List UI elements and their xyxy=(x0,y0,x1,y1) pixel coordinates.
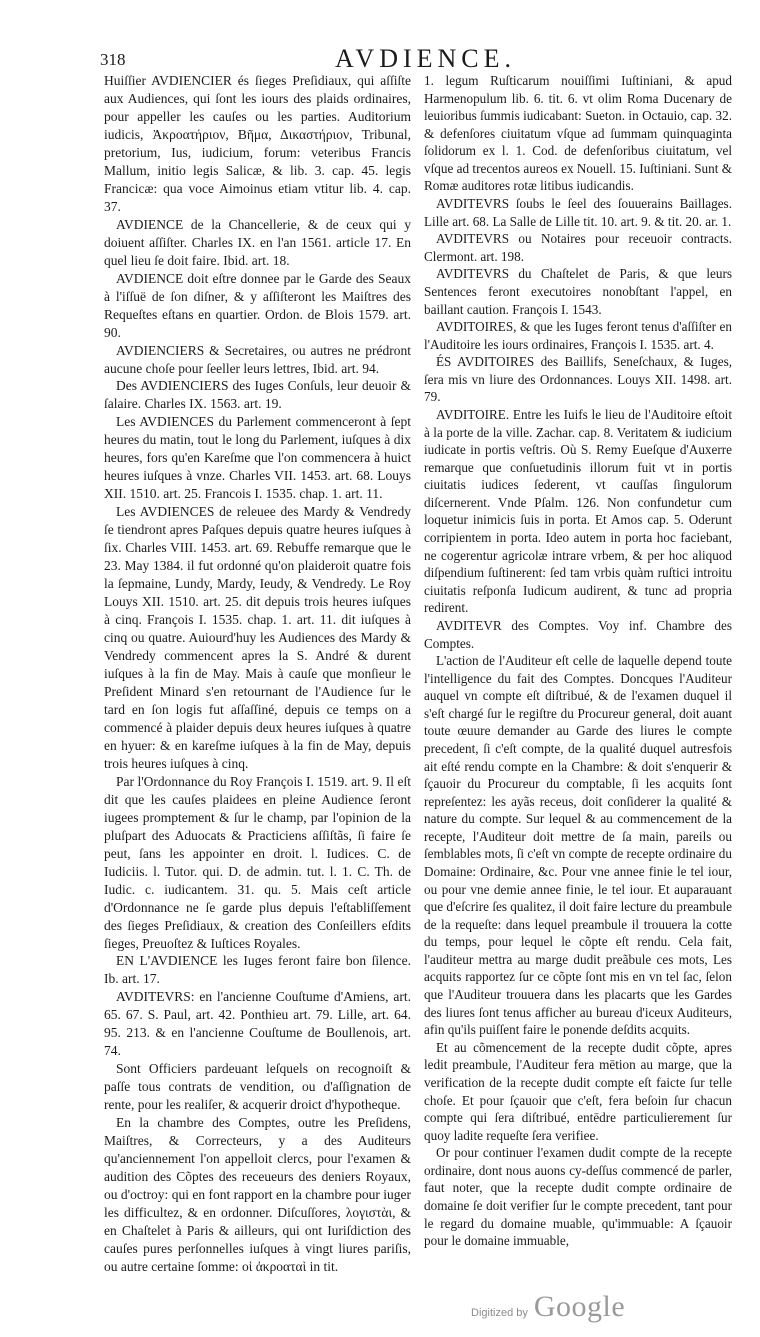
paragraph: Et au cõmencement de la recepte dudit cõpte, apres ledit preambule, l'Auditeur fera mētion au marge, que la verification de la recepte dudit compte eſt faicte ſur telle choſe. Et pour ſçauoir que c'eſt, fera beſoin ſur chacun compte qui ſera diſtribué, entēdre particulierement ſur quoy ladite requeſte ſera verifiee. xyxy=(424,1039,732,1143)
right-column xyxy=(424,72,732,1250)
paragraph: AVDITOIRES, & que les Iuges feront tenus d'aſſiſter en l'Auditoire les iours ordinaires, François I. 1535. art. 4. xyxy=(424,319,732,352)
paragraph: AVDITEVRS du Chaſtelet de Paris, & que leurs Sentences feront executoires nonobſtant l'appel, en baillant caution. François I. 1543. xyxy=(424,266,732,317)
running-title: AVDIENCE. xyxy=(335,44,517,73)
paragraph: AVDITEVRS ſoubs le ſeel des ſouuerains Baillages. Lille art. 68. La Salle de Lille tit. 10. art. 9. & tit. 20. ar. 1. xyxy=(424,196,732,229)
digitized-by-watermark xyxy=(471,1290,625,1324)
paragraph: AVDIENCIERS & Secretaires, ou autres ne prédront aucune choſe pour ſeeller leurs lettres, Ibid. art. 94. xyxy=(104,342,411,376)
left-column xyxy=(104,72,411,1276)
google-logo: Google xyxy=(533,1290,626,1323)
paragraph: L'action de l'Auditeur eſt celle de laquelle depend toute l'intelligence du fait des Comptes. Doncques l'Auditeur auquel vn compte eſt diſtribué, & de l'examen duquel il s'eſt chargé ſur le regiſtre du Procureur general, doit auant toute œuure demander au Garde des liures le compte precedent, ſi c'eſt compte, de la qualité duquel autresfois ait eſté rendu compte en la Chambre: & doit s'enquerir & ſçauoir du Procureur du comptable, ſi les acquits ſont repreſentez: les ayãs receus, doit conſiderer la qualité & nature du compte. Sur lequel & au commencement de la recepte, l'Auditeur doit mettre de ſa main, pareils ou ſemblables mots, ſi c'eſt vn compte de recepte ordinaire du Domaine: Ordinaire, &c. Pour vne annee finie le tel iour, ou pour vne demie annee finie, le tel iour. Et auparauant que d'eſcrire ſes qualitez, il doit faire lecture du preambule de la requeſte: dans lequel preambule il trouuera la cotte du temps, pour lequel le cõpte eſt rendu. Cela fait, l'auditeur mettra au marge dudit preãbule ces mots, Les acquits rapportez ſur ce cõpte ſont mis en vn tel ſac, ſelon que l'Auditeur trouuera dans les placarts que les Gardes des liures ſont tenus afficher au bureau d'iceux Auditeurs, afin qu'ils puiſſent faire le ponende deſdits acquits. xyxy=(424,653,732,1038)
paragraph: Des AVDIENCIERS des Iuges Conſuls, leur deuoir & ſalaire. Charles IX. 1563. art. 19. xyxy=(104,378,411,412)
paragraph: Huiſſier AVDIENCIER és ſieges Preſidiaux, qui aſſiſte aux Audiences, qui ſont les iours des plaids ordinaires, pour appeller les cauſes ou les parties. Auditorium iudicis, Ἀκροατήριον, Βῆμα, Δικαστήριον, Tribunal, pretorium, Ius, iudicium, forum: veteribus Francis Mallum, initio legis Salicæ, & lib. 3. cap. 45. legis Francicæ: qua voce Aimoinus etiam vtitur lib. 4. cap. 37. xyxy=(104,73,411,214)
page-number: 318 xyxy=(100,50,126,69)
paragraph: AVDITEVR des Comptes. Voy inf. Chambre des Comptes. xyxy=(424,617,732,651)
paragraph: 1. legum Ruſticarum nouiſſimi Iuſtiniani, & apud Harmenopulum lib. 6. tit. 6. vt olim Roma Ducenary de leuioribus ſummis iudicabant: Sueton. in Octauio, cap. 32. & defenſores ciuitatum vſque ad ſummam quinquaginta ſolidorum ex l. 1. Cod. de defenſoribus ciuitatum, vel vſque ad trecentos aureos ex Nouell. 15. Iuſtiniani. Sunt & Romæ auditores rotæ litibus iudicandis. xyxy=(424,73,732,194)
paragraph: Les AVDIENCES du Parlement commenceront à ſept heures du matin, tout le long du Parlement, iuſques à dix heures, fors qu'en Kareſme que l'on commencera à huict heures iuſques à vnze. Charles VII. 1453. art. 68. Louys XII. 1510. art. 25. Francois I. 1535. chap. 1. art. 11. xyxy=(104,414,411,502)
paragraph: AVDITEVRS ou Notaires pour receuoir contracts. Clermont. art. 198. xyxy=(424,231,732,264)
paragraph: Or pour continuer l'examen dudit compte de la recepte ordinaire, dont nous auons cy-deſſus commencé de parler, faut noter, que la recepte dudit compte ordinaire de domaine ſe doit verifier ſur le compte precedent, tant pour le regard du domaine muable, qu'immuable: A ſçauoir pour le domaine immuable, xyxy=(424,1145,732,1249)
paragraph: AVDITOIRE. Entre les Iuifs le lieu de l'Auditoire eſtoit à la porte de la ville. Zachar. cap. 8. Veritatem & iudicium iudicate in portis veſtris. Où S. Remy Eueſque d'Auxerre remarque que conſuetudinis illorum fuit vt in portis ciuitatis iudices ſederent, vt cauſſas ſingulorum diſcernerent. Vnde Pſalm. 126. Non confundetur cum loquetur inimicis ſuis in porta. Et Amos cap. 5. Oderunt corripientem in porta. Ideo autem in porta hoc faciebant, ne cogerentur agricolæ intrare vrbem, & per hoc aliquod diſpendium ſuſtinerent: ſed tam vrbis quàm ruſtici introitu ciuitatis reſponſa Iudicum audirent, & tunc ad propria redirent. xyxy=(424,406,732,616)
paragraph: AVDIENCE de la Chancellerie, & de ceux qui y doiuent aſſiſter. Charles IX. en l'an 1561. article 17. En quel lieu ſe doit faire. Ibid. art. 18. xyxy=(104,216,411,268)
digitized-by-text: Digitized by xyxy=(471,1307,528,1319)
paragraph: Sont Officiers pardeuant leſquels on recognoiſt & paſſe tous contrats de vendition, ou d'aſſignation de rente, pour les realiſer, & acquerir droict d'hypotheque. xyxy=(104,1061,411,1113)
paragraph: AVDITEVRS: en l'ancienne Couſtume d'Amiens, art. 65. 67. S. Paul, art. 42. Ponthieu art. 79. Lille, art. 64. 95. 213. & en l'ancienne Couſtume de Boullenois, art. 74. xyxy=(104,989,411,1059)
paragraph: En la chambre des Comptes, outre les Preſidens, Maiſtres, & Correcteurs, y a des Auditeurs qu'anciennement l'on appelloit clercs, pour l'examen & audition des Cõptes des receueurs des deniers Royaux, ou d'octroy: qui en font rapport en la chambre pour iuger les difficultez, & en ordonner. Diſcuſſores, λογιστὰι, & en Chaſtelet à Paris & ailleurs, qui ont Iuriſdiction des cauſes pures perſonnelles iuſques à vingt liures pariſis, ou autre certaine ſomme: οἱ ἀκροαταὶ in tit. xyxy=(104,1115,411,1274)
paragraph: Les AVDIENCES de releuee des Mardy & Vendredy ſe tiendront apres Paſques depuis quatre heures iuſques à ſix. Charles VIII. 1453. art. 69. Rebuffe remarque que le 23. May 1384. il fut ordonné qu'on plaideroit quatre fois la ſepmaine, Lundy, Mardy, Ieudy, & Vendredy. Le Roy Louys XII. 1510. art. 25. dit depuis trois heures iuſques à cinq. François I. 1535. chap. 1. art. 11. dit iuſques à cinq ou quatre. Auiourd'huy les Audiences des Mardy & Vendredy commencent apres la S. André & durent iuſques à la fin de May. Mais à cauſe que monſieur le Preſident Minard s'en retournant de l'Audience ſur le tard en ſon logis fut aſſaſſiné, depuis ce temps on a commencé à plaider depuis deux heures iuſques à quatre en hyuer: & en kareſme iuſques à la fin de May, depuis trois heures iuſques à cinq. xyxy=(104,504,411,771)
page-header xyxy=(100,44,730,74)
paragraph: ÉS AVDITOIRES des Baillifs, Seneſchaux, & Iuges, ſera mis vn liure des Ordonnances. Louys XII. 1498. art. 79. xyxy=(424,354,732,405)
paragraph: EN L'AVDIENCE les Iuges feront faire bon ſilence. Ib. art. 17. xyxy=(104,953,411,987)
paragraph: Par l'Ordonnance du Roy François I. 1519. art. 9. Il eſt dit que les cauſes plaidees en pleine Audience ſeront iugees promptement & ſur le champ, par l'opinion de la pluſpart des Aduocats & Practiciens aſſiſtãs, ſi faire ſe peut, ſans les appointer en droit. l. Iudices. C. de Iudiciis. l. Tutor. qui. D. de admin. tut. l. 1. C. Th. de Iudic. c. iudicantem. 31. qu. 5. Mais ceſt article d'Ordonnance ne ſe garde plus depuis l'eſtabliſſement des ſieges Preſidiaux, & creation des Conſeillers eſdits ſieges, Preuoſtez & Iuſtices Royales. xyxy=(104,773,411,951)
paragraph: AVDIENCE doit eſtre donnee par le Garde des Seaux à l'iſſuë de ſon diſner, & y aſſiſteront les Maiſtres des Requeſtes eſtans en quartier. Ordon. de Blois 1579. art. 90. xyxy=(104,270,411,340)
